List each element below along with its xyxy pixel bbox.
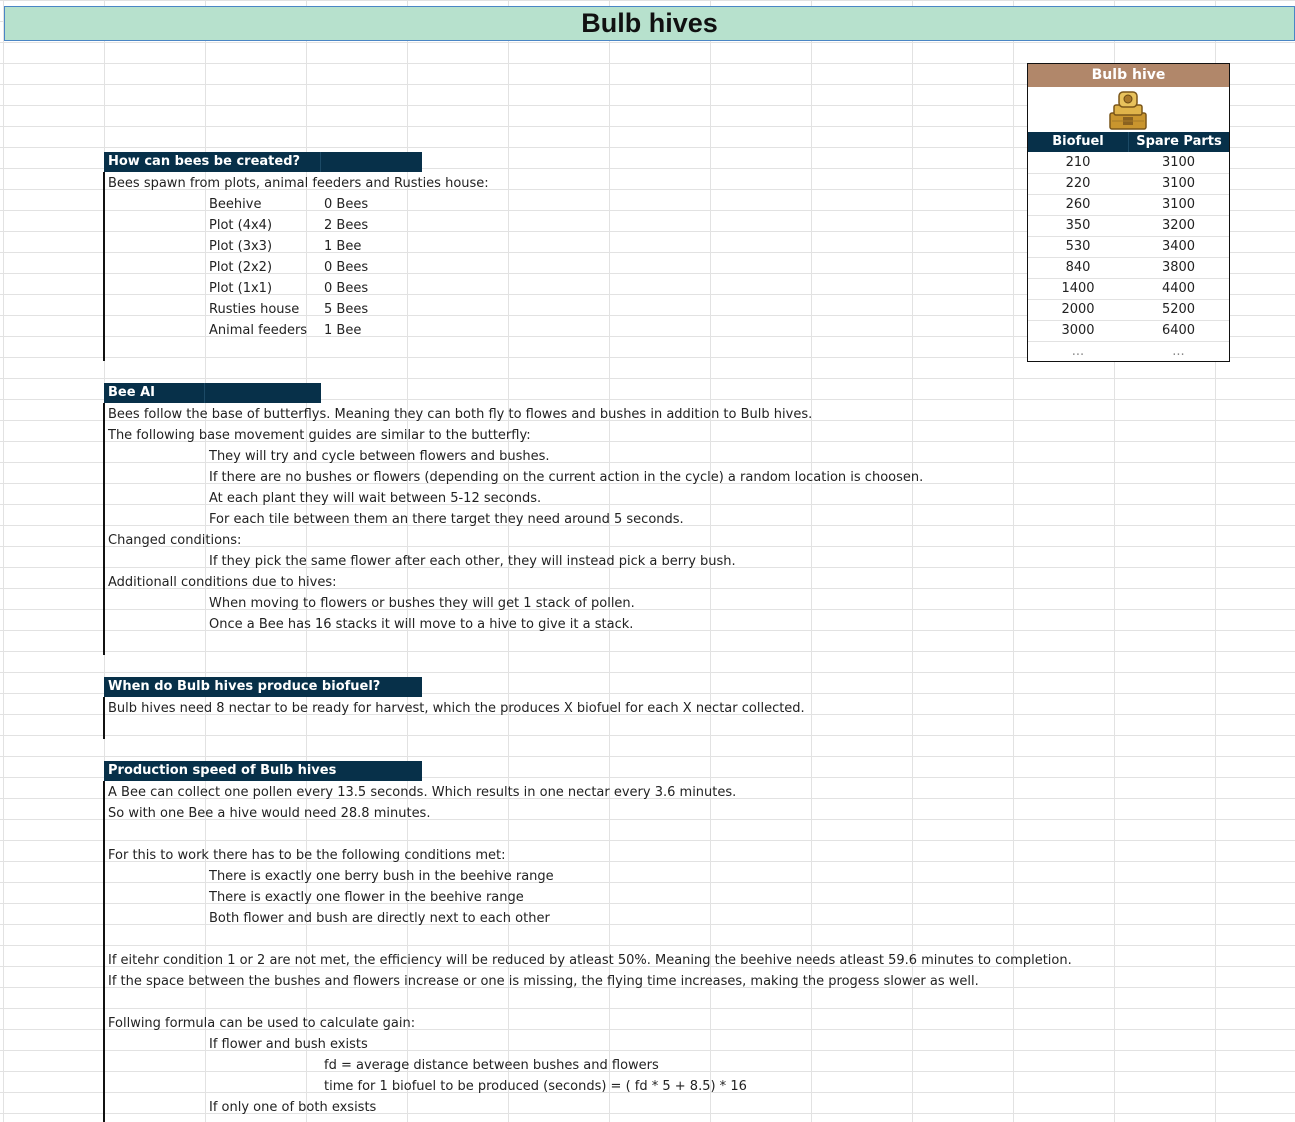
table-cell-biofuel: 210 [1065, 155, 1091, 170]
col-header-spare-parts: Spare Parts [1128, 132, 1229, 152]
section-header-text: Bee AI [108, 385, 155, 400]
table-cell-spare-parts: 3200 [1161, 218, 1196, 233]
section-header-text: When do Bulb hives produce biofuel? [108, 679, 381, 694]
bulb-hive-icon [1106, 87, 1150, 131]
section-text: Bees spawn from plots, animal feeders and Rusties house: [108, 176, 489, 191]
section-text: If eitehr condition 1 or 2 are not met, the efficiency will be reduced by atleast 50%. Meaning the beehive needs atleast 59.6 minutes to completion. [108, 953, 1072, 968]
section-text: If the space between the bushes and flowers increase or one is missing, the flying time increases, making the progess slower as well. [108, 974, 979, 989]
spawn-source-value: 1 Bee [324, 239, 362, 254]
spawn-source-value: 1 Bee [324, 323, 362, 338]
section-text: If there are no bushes or flowers (depending on the current action in the cycle) a random location is choosen. [209, 470, 924, 485]
table-cell-biofuel: 1400 [1061, 281, 1095, 296]
table-cell-spare-parts: 3400 [1161, 239, 1196, 254]
section-header-text: How can bees be created? [108, 154, 301, 169]
section-header-bee-creation [104, 152, 422, 172]
bulb-hive-image-cell [1028, 87, 1229, 132]
sheet-title: Bulb hives [4, 6, 1295, 41]
section-text: If they pick the same flower after each other, they will instead pick a berry bush. [209, 554, 736, 569]
section-text: Both flower and bush are directly next to each other [209, 911, 550, 926]
spawn-source-label: Beehive [209, 197, 262, 212]
col-header-biofuel: Biofuel [1028, 132, 1128, 152]
section-text: There is exactly one berry bush in the beehive range [209, 869, 554, 884]
section-text: For each tile between them an there target they need around 5 seconds. [209, 512, 684, 527]
section-border [103, 781, 105, 1122]
section-text: They will try and cycle between flowers and bushes. [209, 449, 550, 464]
spawn-source-label: Plot (1x1) [209, 281, 273, 296]
table-cell-biofuel: 530 [1065, 239, 1091, 254]
section-text: Follwing formula can be used to calculate gain: [108, 1016, 416, 1031]
table-cell-biofuel: 350 [1065, 218, 1091, 233]
section-border [103, 697, 105, 739]
table-cell-spare-parts: 3100 [1161, 176, 1196, 191]
table-title: Bulb hive [1028, 64, 1229, 87]
spawn-source-label: Plot (4x4) [209, 218, 273, 233]
section-header-biofuel-production [104, 677, 422, 697]
table-cell-spare-parts: ... [1172, 344, 1185, 359]
table-cell-spare-parts: 6400 [1161, 323, 1196, 338]
section-border [103, 403, 105, 655]
spawn-source-label: Rusties house [209, 302, 300, 317]
spawn-source-value: 0 Bees [324, 260, 369, 275]
section-text: The following base movement guides are similar to the butterfly: [108, 428, 531, 443]
section-text: If flower and bush exists [209, 1037, 368, 1052]
section-text: When moving to flowers or bushes they will get 1 stack of pollen. [209, 596, 635, 611]
spawn-source-value: 5 Bees [324, 302, 369, 317]
section-text: At each plant they will wait between 5-12 seconds. [209, 491, 542, 506]
spawn-source-label: Animal feeders [209, 323, 308, 338]
spawn-source-value: 0 Bees [324, 281, 369, 296]
section-header-bee-ai [104, 383, 321, 403]
section-text: Changed conditions: [108, 533, 242, 548]
section-text: Bulb hives need 8 nectar to be ready for harvest, which the produces X biofuel for each X nectar collected. [108, 701, 805, 716]
section-text: So with one Bee a hive would need 28.8 minutes. [108, 806, 431, 821]
section-text: For this to work there has to be the following conditions met: [108, 848, 506, 863]
section-text: A Bee can collect one pollen every 13.5 seconds. Which results in one nectar every 3.6 minutes. [108, 785, 737, 800]
table-cell-biofuel: 260 [1065, 197, 1091, 212]
table-cell-biofuel: 3000 [1061, 323, 1095, 338]
section-text: Additionall conditions due to hives: [108, 575, 337, 590]
table-cell-spare-parts: 3100 [1161, 155, 1196, 170]
table-cell-spare-parts: 5200 [1161, 302, 1196, 317]
section-text: If only one of both exsists [209, 1100, 377, 1115]
section-header-text: Production speed of Bulb hives [108, 763, 337, 778]
table-cell-biofuel: ... [1071, 344, 1085, 359]
spawn-source-value: 0 Bees [324, 197, 369, 212]
spawn-source-value: 2 Bees [324, 218, 369, 233]
table-cell-spare-parts: 3100 [1161, 197, 1196, 212]
table-cell-spare-parts: 4400 [1161, 281, 1196, 296]
spawn-source-label: Plot (3x3) [209, 239, 273, 254]
table-cell-biofuel: 220 [1065, 176, 1091, 191]
section-header-production-speed [104, 761, 422, 781]
section-text: time for 1 biofuel to be produced (seconds) = ( fd * 5 + 8.5) * 16 [324, 1079, 747, 1094]
section-text: Once a Bee has 16 stacks it will move to a hive to give it a stack. [209, 617, 634, 632]
section-text: fd = average distance between bushes and flowers [324, 1058, 659, 1073]
section-text: There is exactly one flower in the beehive range [209, 890, 524, 905]
table-cell-spare-parts: 3800 [1161, 260, 1196, 275]
bulb-hive-table [1027, 63, 1230, 362]
section-border [103, 172, 105, 361]
section-text: Bees follow the base of butterflys. Meaning they can both fly to flowes and bushes in addition to Bulb hives. [108, 407, 813, 422]
spawn-source-label: Plot (2x2) [209, 260, 273, 275]
table-cell-biofuel: 840 [1065, 260, 1091, 275]
table-cell-biofuel: 2000 [1061, 302, 1095, 317]
